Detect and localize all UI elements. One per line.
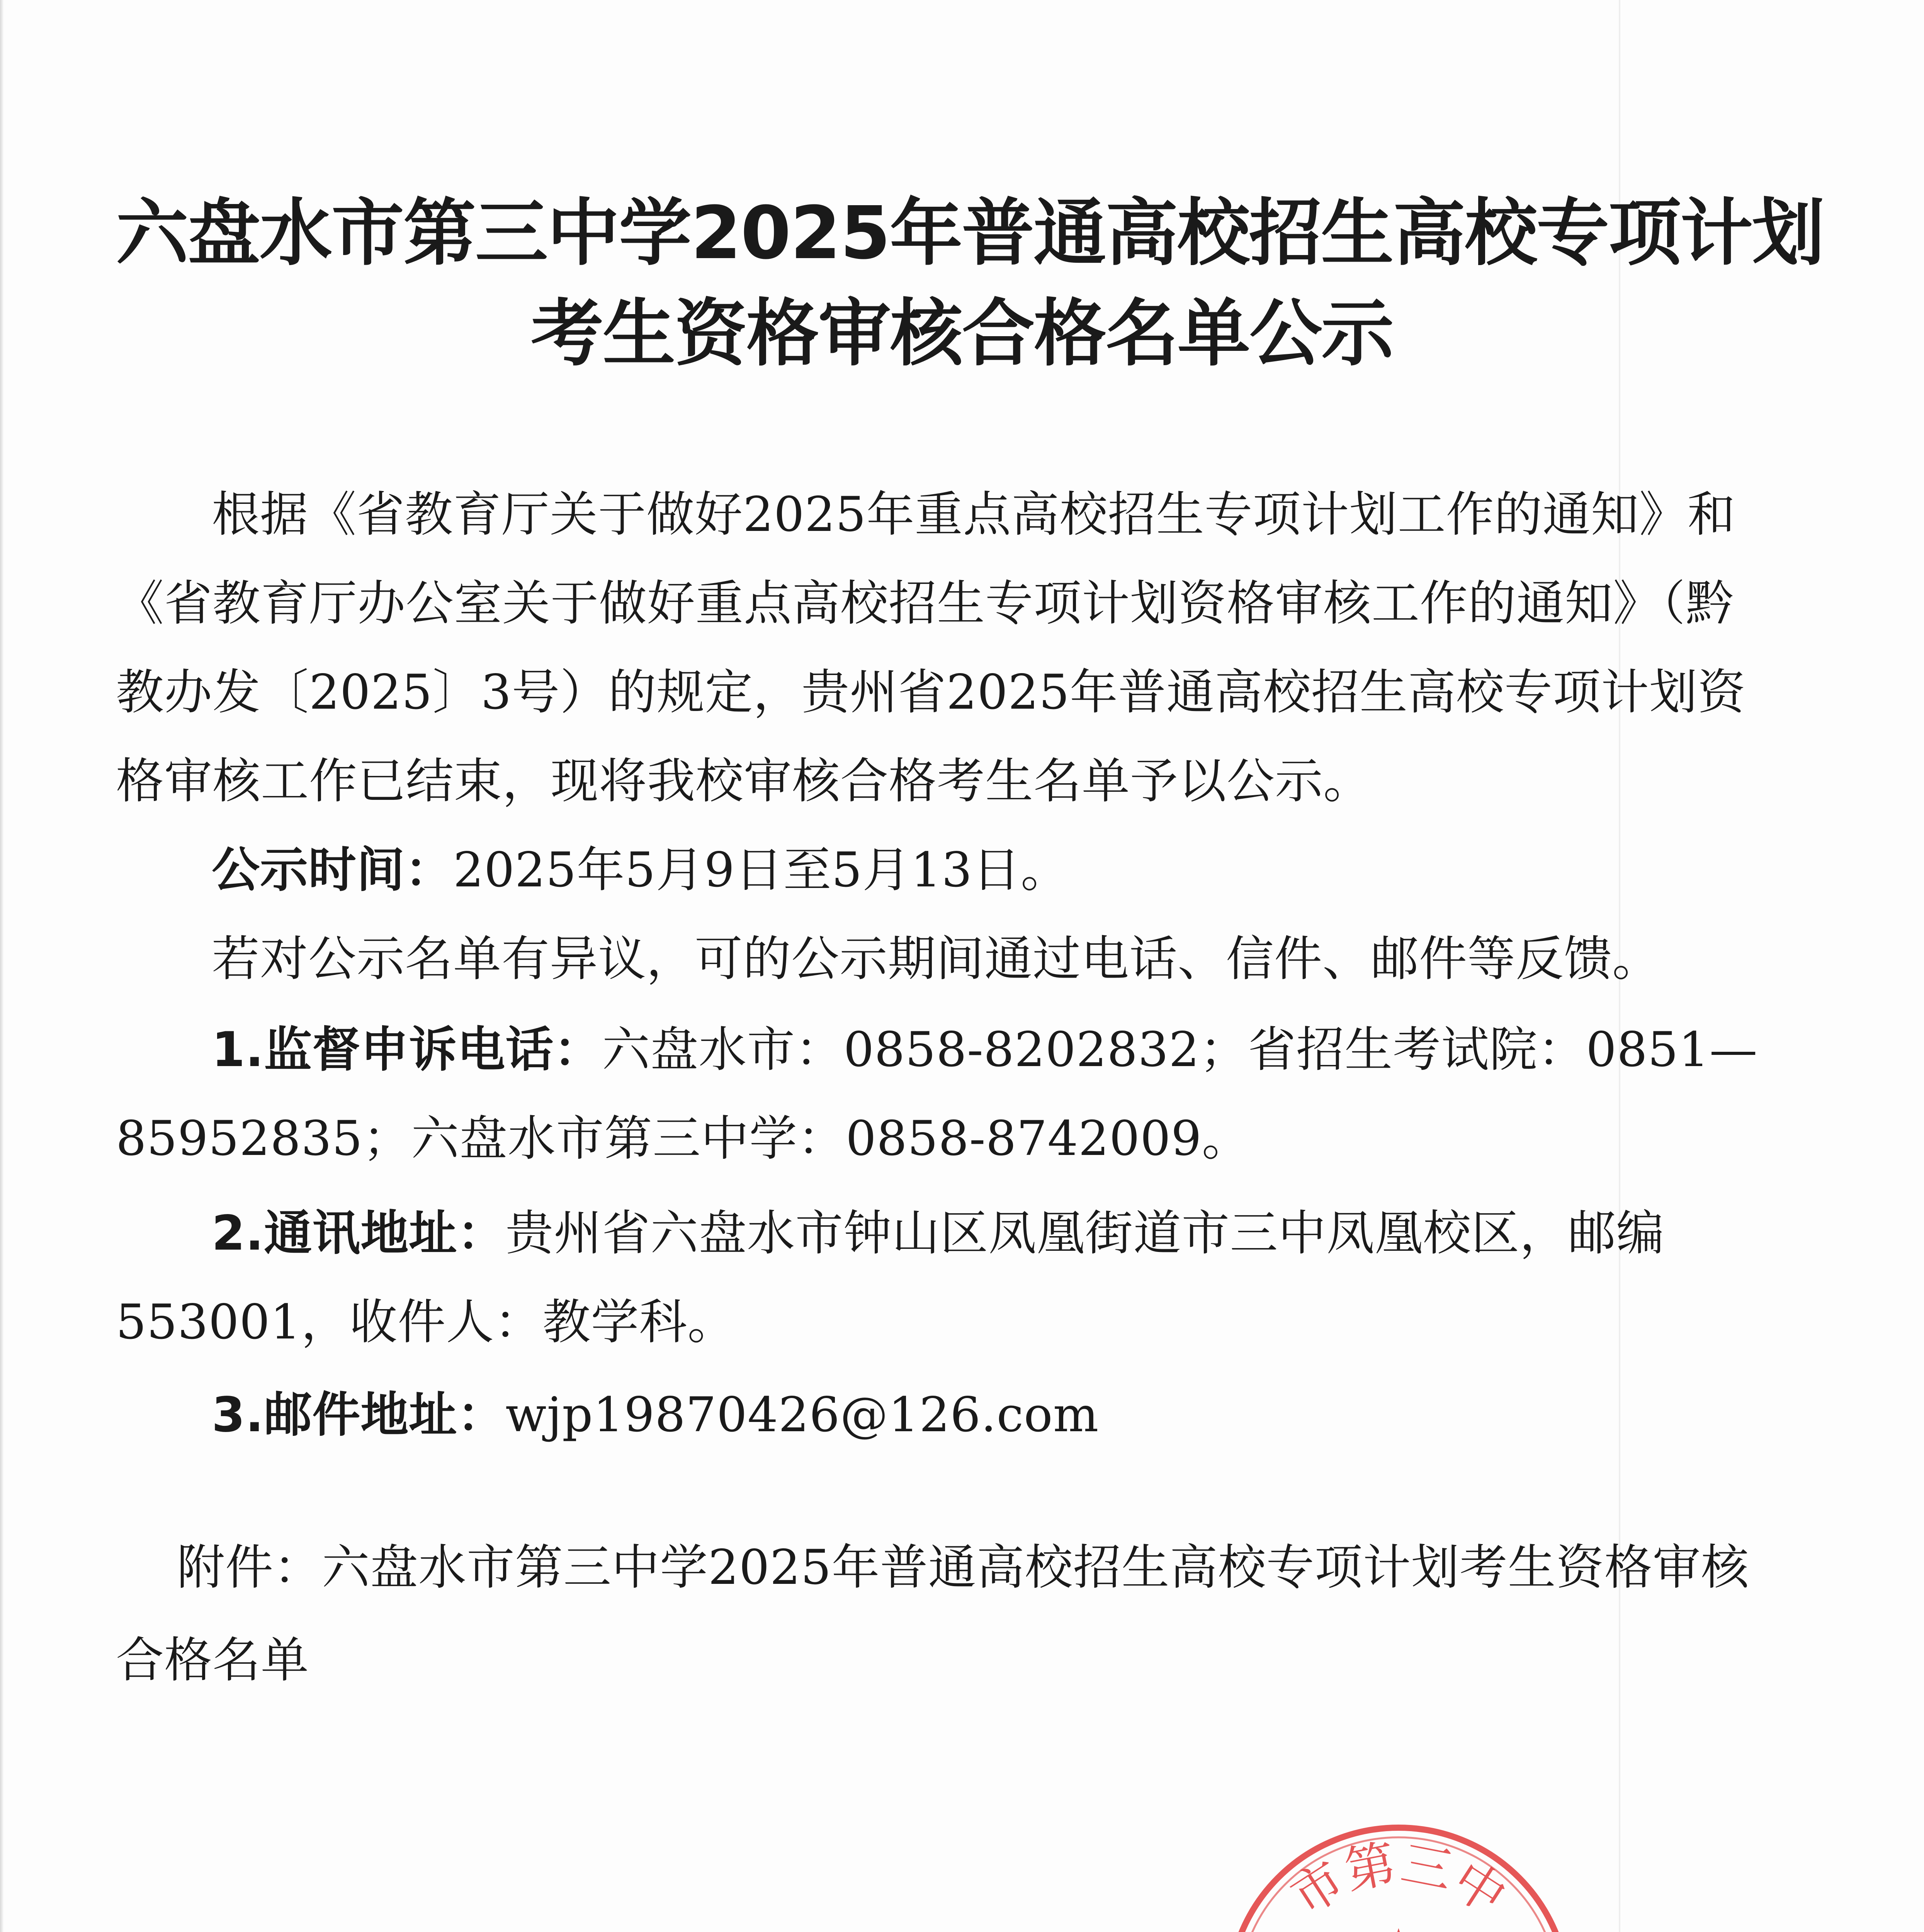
intro-line-2: 《省教育厅办公室关于做好重点高校招生专项计划资格审核工作的通知》（黔 <box>116 576 1734 631</box>
period-line <box>212 842 1069 898</box>
period-value: 2025年5月9日至5月13日。 <box>453 842 1069 898</box>
scan-edge <box>0 0 4 1932</box>
address-line-1 <box>212 1206 1665 1261</box>
intro-line-3: 教办发〔2025〕3号）的规定，贵州省2025年普通高校招生高校专项计划资 <box>116 665 1746 720</box>
phone-line-1 <box>212 1022 1758 1078</box>
address-value-1: 贵州省六盘水市钟山区凤凰街道市三中凤凰校区，邮编 <box>505 1206 1665 1261</box>
address-label: 2.通讯地址： <box>212 1206 506 1261</box>
seal-top-text: 市第三中 <box>1281 1833 1516 1927</box>
seal-star-icon <box>1329 1928 1468 1932</box>
phone-line-2: 85952835；六盘水市第三中学：0858-8742009。 <box>116 1111 1250 1167</box>
phone-value-1: 六盘水市：0858-8202832；省招生考试院：0851— <box>602 1022 1758 1078</box>
intro-line-4: 格审核工作已结束，现将我校审核合格考生名单予以公示。 <box>116 753 1372 809</box>
period-label: 公示时间： <box>212 842 454 898</box>
email-value: wjp19870426@126.com <box>505 1387 1099 1443</box>
attachment-line-1: 附件：六盘水市第三中学2025年普通高校招生高校专项计划考生资格审核 <box>177 1540 1749 1595</box>
phone-label: 1.监督申诉电话： <box>212 1022 602 1078</box>
email-label: 3.邮件地址： <box>212 1387 506 1443</box>
intro-line-1: 根据《省教育厅关于做好2025年重点高校招生专项计划工作的通知》和 <box>212 487 1736 543</box>
official-seal <box>1213 1812 1584 1932</box>
document-title-line-1: 六盘水市第三中学2025年普通高校招生高校专项计划 <box>116 191 1824 276</box>
address-line-2: 553001，收件人：教学科。 <box>116 1294 736 1350</box>
email-line <box>212 1387 1099 1443</box>
feedback-line: 若对公示名单有异议，可的公示期间通过电话、信件、邮件等反馈。 <box>212 931 1661 987</box>
document-title-line-2: 考生资格审核合格名单公示 <box>531 291 1393 376</box>
attachment-line-2: 合格名单 <box>116 1633 309 1688</box>
seal-outer-ring <box>1229 1828 1569 1932</box>
